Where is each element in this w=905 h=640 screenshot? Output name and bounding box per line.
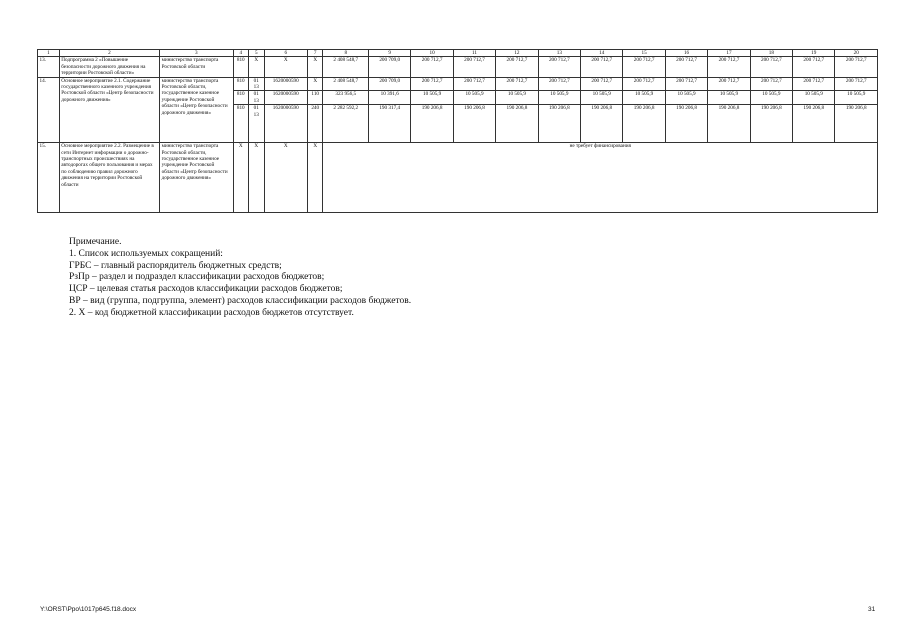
table-cell: 200 712,7 [411,57,453,77]
table-cell: X [307,77,323,91]
table-cell: X [264,57,307,77]
table-cell: 200 712,7 [623,77,665,91]
row-number: 15. [38,143,60,213]
table-cell: 200 712,7 [708,77,750,91]
table-cell: 200 712,7 [750,57,792,77]
notes-block [69,237,411,320]
table-row [38,143,878,213]
table-cell: 200 712,7 [793,57,835,77]
notes-item: ГРБС – главный распорядитель бюджетных средств; [69,260,282,271]
notes-item: РзПр – раздел и подраздел классификации расходов бюджетов; [69,272,325,283]
table-cell: 2 282 592,2 [323,105,369,143]
table-cell: 10 505,9 [453,91,495,105]
row-name: Основное мероприятие 2.1. Содержание государственного казенного учреждения Ростовской области «Центр безопасности дорожного движения» [59,77,159,143]
table-cell: 810 [233,105,249,143]
table-cell: 200 712,7 [623,57,665,77]
table-cell: X [307,57,323,77]
notes-item: ВР – вид (группа, подгруппа, элемент) расходов классификации расходов бюджетов. [69,295,412,306]
header-cell: 17 [708,50,750,57]
header-cell: 8 [323,50,369,57]
table-cell: 200 712,7 [835,57,878,77]
table-cell: 200 712,7 [453,57,495,77]
header-row [38,50,878,57]
table-cell: 10 505,9 [623,91,665,105]
program-table [37,49,878,213]
table-cell: 200 709,0 [369,77,411,91]
table-cell: 190 206,8 [496,105,538,143]
table-cell: 200 712,7 [496,77,538,91]
row-name: Подпрограмма 2 «Повышение безопасности дорожного движения на территории Ростовской области» [59,57,159,77]
row-executor: министерство транспорта Ростовской области, государственное казенное учреждение Ростовской области «Центр безопасности дорожного движения» [160,143,233,213]
table-cell: 10 391,6 [369,91,411,105]
table-cell: X [249,143,265,213]
table-cell: 240 [307,105,323,143]
notes-item: 2. Х – код бюджетной классификации расходов бюджетов отсутствует. [69,307,354,318]
table-cell: 2 408 548,7 [323,77,369,91]
table-cell: 200 712,7 [538,77,580,91]
table-cell: 10 505,9 [793,91,835,105]
table-cell: 200 712,7 [411,77,453,91]
header-cell: 3 [160,50,233,57]
table-cell: 200 712,7 [708,57,750,77]
row-name: Основное мероприятие 2.2. Размещение в сети Интернет информации о дорожно-транспортных происшествиях на автодорогах общего пользования и мерах по соблюдению правил дорожного движения на территории Ростовской области [59,143,159,213]
table-row [38,57,878,77]
header-cell: 11 [453,50,495,57]
table-cell: 1620000590 [264,77,307,91]
table-cell: 190 206,8 [708,105,750,143]
table-cell: 190 206,8 [750,105,792,143]
header-cell: 1 [38,50,60,57]
table-cell: X [233,143,249,213]
row-executor: министерство транспорта Ростовской области, государственное казенное учреждение Ростовской области «Центр безопасности дорожного движения» [160,77,233,143]
table-cell: 200 712,7 [581,77,623,91]
row-number: 13. [38,57,60,77]
table-cell: X [264,143,307,213]
table-cell: 200 712,7 [793,77,835,91]
table-cell: 323 956,5 [323,91,369,105]
table-cell: 01 13 [249,105,265,143]
table-cell: 10 505,9 [708,91,750,105]
table-row [38,77,878,91]
header-cell: 19 [793,50,835,57]
table-cell: 190 206,8 [411,105,453,143]
header-cell: 12 [496,50,538,57]
header-cell: 4 [233,50,249,57]
header-cell: 18 [750,50,792,57]
file-path: Y:\ORST\Ppo\1017p645.f18.docx [40,606,137,613]
table-cell: 810 [233,57,249,77]
header-cell: 2 [59,50,159,57]
header-cell: 6 [264,50,307,57]
table-cell: 200 712,7 [496,57,538,77]
table-cell: 1620000590 [264,91,307,105]
table-cell: 190 206,8 [623,105,665,143]
table-cell: 10 505,9 [581,91,623,105]
table-cell: 10 505,9 [750,91,792,105]
row-number: 14. [38,77,60,143]
table-cell: 01 13 [249,77,265,91]
header-cell: 9 [369,50,411,57]
table-cell: 190 206,8 [538,105,580,143]
table-cell: 110 [307,91,323,105]
table-cell: 200 709,0 [369,57,411,77]
header-cell: 7 [307,50,323,57]
page-number: 31 [868,606,876,613]
header-cell: 15 [623,50,665,57]
table-cell: 10 505,9 [538,91,580,105]
header-cell: 5 [249,50,265,57]
header-cell: 10 [411,50,453,57]
table-cell: 190 206,8 [581,105,623,143]
table-cell: 01 13 [249,91,265,105]
table-cell: 10 505,9 [835,91,878,105]
header-cell: 14 [581,50,623,57]
notes-item: 1. Список используемых сокращений: [69,248,223,259]
table-cell: 200 712,7 [750,77,792,91]
notes-title: Примечание. [69,237,122,247]
table-cell: 190 206,8 [665,105,707,143]
header-cell: 13 [538,50,580,57]
table-cell: 10 505,9 [665,91,707,105]
table-cell: X [249,57,265,77]
table-cell: 200 712,7 [665,57,707,77]
table-cell: 190 206,8 [793,105,835,143]
table-cell: 200 712,7 [453,77,495,91]
table-cell: 200 712,7 [665,77,707,91]
table-cell: 200 712,7 [538,57,580,77]
table-cell: 10 505,9 [496,91,538,105]
row-executor: министерство транспорта Ростовской области [160,57,233,77]
notes-item: ЦСР – целевая статья расходов классификации расходов бюджетов; [69,284,343,295]
header-cell: 20 [835,50,878,57]
table-cell: 2 408 548,7 [323,57,369,77]
table-cell: 200 712,7 [581,57,623,77]
table-cell: 190 206,8 [835,105,878,143]
header-cell: 16 [665,50,707,57]
table-cell: 200 712,7 [835,77,878,91]
table-cell: 190 206,8 [453,105,495,143]
no-funding-note: не требует финансирования [323,143,878,213]
table-cell: 190 317,4 [369,105,411,143]
table-cell: 810 [233,91,249,105]
table-cell: X [307,143,323,213]
table-cell: 10 505,9 [411,91,453,105]
table-cell: 1620000590 [264,105,307,143]
table-cell: 810 [233,77,249,91]
